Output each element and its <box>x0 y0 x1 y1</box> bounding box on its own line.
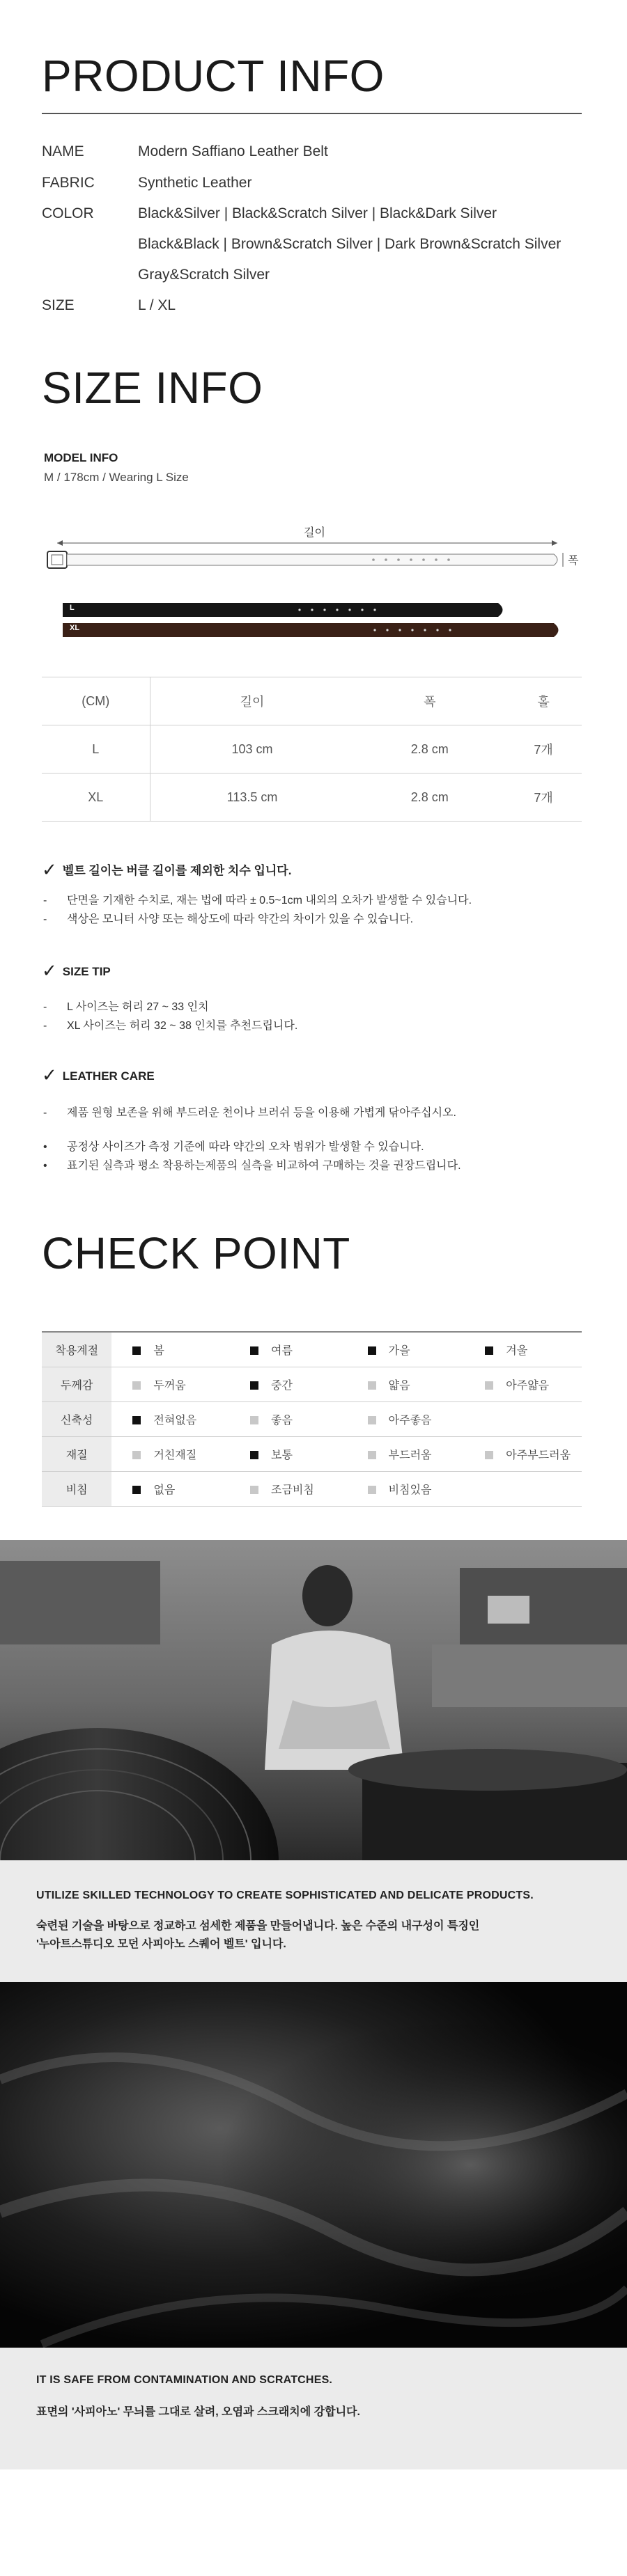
product-info-divider <box>42 113 582 114</box>
check-option <box>229 1471 347 1506</box>
checkbox-marker <box>250 1486 258 1494</box>
check-row-label: 신축성 <box>42 1401 111 1436</box>
size-header-cell: (CM) <box>42 677 150 725</box>
belt-label-l: L <box>70 604 75 612</box>
check-option <box>229 1367 347 1401</box>
option-text: 없음 <box>153 1484 176 1496</box>
craft-caption-ko-2: '누아트스튜디오 모던 사피아노 스퀘어 벨트' 입니다. <box>36 1938 286 1950</box>
note-line <box>43 891 472 907</box>
width-label: 폭 <box>568 555 579 567</box>
check-row <box>42 1401 582 1436</box>
note-title-text: 벨트 길이는 버클 길이를 제외한 치수 입니다. <box>62 864 292 877</box>
size-table <box>42 677 582 822</box>
check-option <box>229 1332 347 1367</box>
dash: - <box>43 895 47 906</box>
check-point-title: CHECK POINT <box>42 1228 350 1278</box>
size-table-row <box>42 773 582 822</box>
note-line <box>43 910 413 926</box>
size-cell: 2.8 cm <box>354 725 505 773</box>
checkbox-marker <box>132 1416 141 1424</box>
checkbox-marker <box>368 1451 376 1459</box>
size-cell: 2.8 cm <box>354 773 505 822</box>
model-info-detail: M / 178cm / Wearing L Size <box>44 471 189 484</box>
factory-photo <box>0 1540 627 1860</box>
info-key: SIZE <box>42 297 75 313</box>
option-text: 조금비침 <box>271 1484 314 1496</box>
check-option <box>464 1436 582 1471</box>
option-text: 아주부드러움 <box>506 1449 571 1461</box>
note-line <box>43 1016 297 1032</box>
note-line <box>43 1138 424 1154</box>
info-value: Gray&Scratch Silver <box>138 267 270 283</box>
dash: - <box>43 1020 47 1032</box>
leather-care-title <box>42 1063 155 1085</box>
craft-caption-en: UTILIZE SKILLED TECHNOLOGY TO CREATE SOPHISTICATED AND DELICATE PRODUCTS. <box>36 1890 534 1901</box>
check-point-table <box>42 1331 582 1507</box>
checkbox-marker <box>368 1346 376 1355</box>
checkbox-marker <box>485 1451 493 1459</box>
note-title <box>42 858 291 879</box>
note-text: 색상은 모니터 사양 또는 해상도에 따라 약간의 차이가 있을 수 있습니다. <box>67 913 414 925</box>
check-icon: ✓ <box>42 859 57 880</box>
size-cell: XL <box>42 773 150 822</box>
check-option <box>111 1367 229 1401</box>
checkbox-marker <box>250 1416 258 1424</box>
size-cell: 113.5 cm <box>150 773 354 822</box>
note-line <box>43 1104 456 1120</box>
check-row-label: 비침 <box>42 1471 111 1506</box>
note-line <box>43 998 209 1014</box>
check-option-empty <box>464 1401 582 1436</box>
checkbox-marker <box>485 1381 493 1390</box>
craft-caption-band <box>0 1860 627 1982</box>
check-option <box>347 1332 465 1367</box>
check-row-label: 두께감 <box>42 1367 111 1401</box>
checkbox-marker <box>368 1381 376 1390</box>
size-cell: 7개 <box>505 773 582 822</box>
size-cell: 7개 <box>505 725 582 773</box>
note-text: L 사이즈는 허리 27 ~ 33 인치 <box>67 1001 209 1013</box>
note-text: 공정상 사이즈가 측정 기준에 따라 약간의 오차 범위가 발생할 수 있습니다. <box>67 1141 424 1153</box>
length-label: 길이 <box>304 527 325 539</box>
size-cell: 103 cm <box>150 725 354 773</box>
option-text: 비침있음 <box>388 1484 432 1496</box>
checkbox-marker <box>250 1346 258 1355</box>
checkbox-marker <box>368 1486 376 1494</box>
option-text: 두꺼움 <box>153 1379 186 1392</box>
option-text: 여름 <box>271 1344 293 1357</box>
check-row <box>42 1367 582 1401</box>
leather-texture-photo <box>0 1982 627 2348</box>
dash: - <box>43 1001 47 1013</box>
safety-caption-ko: 표면의 '사피아노' 무늬를 그대로 살려, 오염과 스크래치에 강합니다. <box>36 2406 360 2418</box>
bullet: • <box>43 1141 47 1153</box>
option-text: 거친재질 <box>153 1449 197 1461</box>
option-text: 전혀없음 <box>153 1414 197 1427</box>
size-info-title: SIZE INFO <box>42 363 263 413</box>
checkbox-marker <box>132 1486 141 1494</box>
info-value: Black&Silver | Black&Scratch Silver | Black&Dark Silver <box>138 205 497 221</box>
belt-label-xl: XL <box>70 624 80 632</box>
check-option <box>111 1332 229 1367</box>
note-text: XL 사이즈는 허리 32 ~ 38 인치를 추천드립니다. <box>67 1020 298 1032</box>
check-option <box>347 1401 465 1436</box>
option-text: 아주얇음 <box>506 1379 550 1392</box>
safety-caption-band <box>0 2348 627 2469</box>
checkbox-marker <box>132 1346 141 1355</box>
check-option <box>111 1436 229 1471</box>
option-text: 보통 <box>271 1449 293 1461</box>
product-info-title: PRODUCT INFO <box>42 51 385 101</box>
model-info-title: MODEL INFO <box>44 451 118 464</box>
note-title-text: SIZE TIP <box>62 965 111 978</box>
checkbox-marker <box>250 1451 258 1459</box>
check-row <box>42 1332 582 1367</box>
check-row <box>42 1471 582 1506</box>
checkbox-marker <box>485 1346 493 1355</box>
dash: - <box>43 1107 47 1119</box>
check-row-label: 착용계절 <box>42 1332 111 1367</box>
safety-caption-en: IT IS SAFE FROM CONTAMINATION AND SCRATCHES. <box>36 2374 333 2386</box>
option-text: 좋음 <box>271 1414 293 1427</box>
option-text: 중간 <box>271 1379 293 1392</box>
dash: - <box>43 913 47 925</box>
note-line <box>43 1156 461 1172</box>
note-text: 단면을 기재한 수치로, 재는 법에 따라 ± 0.5~1cm 내외의 오차가 발생할 수 있습니다. <box>67 895 472 906</box>
check-option <box>111 1471 229 1506</box>
info-value: Synthetic Leather <box>138 175 252 191</box>
info-key: NAME <box>42 143 84 159</box>
size-header-cell: 길이 <box>150 677 354 725</box>
option-text: 부드러움 <box>388 1449 432 1461</box>
check-option <box>464 1332 582 1367</box>
check-icon: ✓ <box>42 960 57 981</box>
checkbox-marker <box>132 1381 141 1390</box>
info-key: COLOR <box>42 205 94 221</box>
check-option-empty <box>464 1471 582 1506</box>
check-row-label: 재질 <box>42 1436 111 1471</box>
check-option <box>464 1367 582 1401</box>
check-option <box>347 1436 465 1471</box>
info-value: L / XL <box>138 297 176 313</box>
note-text: 제품 원형 보존을 위해 부드러운 천이나 브러쉬 등을 이용해 가볍게 닦아주십시오. <box>67 1107 456 1119</box>
size-header-cell: 폭 <box>354 677 505 725</box>
info-value: Modern Saffiano Leather Belt <box>138 143 328 159</box>
info-value: Black&Black | Brown&Scratch Silver | Dark Brown&Scratch Silver <box>138 236 562 252</box>
check-icon: ✓ <box>42 1065 57 1085</box>
option-text: 아주좋음 <box>388 1414 432 1427</box>
check-row <box>42 1436 582 1471</box>
option-text: 봄 <box>153 1344 164 1357</box>
note-text: 표기된 실측과 평소 착용하는제품의 실측을 비교하여 구매하는 것을 권장드립니다. <box>67 1160 461 1172</box>
belt-diagram <box>42 536 571 654</box>
size-table-row <box>42 725 582 773</box>
size-cell: L <box>42 725 150 773</box>
bullet: • <box>43 1160 47 1172</box>
check-option <box>111 1401 229 1436</box>
checkbox-marker <box>132 1451 141 1459</box>
check-option <box>347 1471 465 1506</box>
option-text: 겨울 <box>506 1344 528 1357</box>
option-text: 가을 <box>388 1344 410 1357</box>
option-text: 얇음 <box>388 1379 410 1392</box>
note-title-text: LEATHER CARE <box>62 1069 155 1083</box>
checkbox-marker <box>368 1416 376 1424</box>
check-option <box>229 1436 347 1471</box>
info-key: FABRIC <box>42 175 95 191</box>
size-table-header <box>42 677 582 725</box>
check-option <box>347 1367 465 1401</box>
size-header-cell: 홀 <box>505 677 582 725</box>
check-option <box>229 1401 347 1436</box>
checkbox-marker <box>250 1381 258 1390</box>
size-tip-title <box>42 959 111 980</box>
craft-caption-ko-1: 숙련된 기술을 바탕으로 정교하고 섬세한 제품을 만들어냅니다. 높은 수준의 내구성이 특징인 <box>36 1920 480 1932</box>
